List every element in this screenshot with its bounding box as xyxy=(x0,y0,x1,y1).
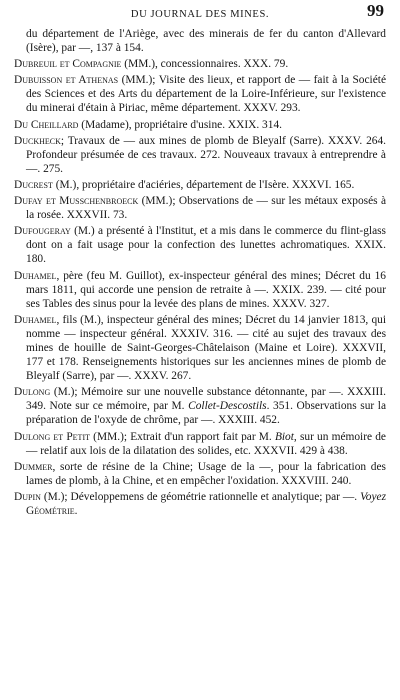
entry-heading: Dupin xyxy=(14,490,41,503)
entry-heading: Duhamel xyxy=(14,313,57,326)
entry-text: , fils (M.), inspecteur général des mines; Décret du 14 janvier 1813, qui nomme — inspecteur général. XXXIV. 316. — cité au sujet des travaux des mines de houille de Saint-Georges-Châtelaison (Maine et Loire). XXXVII, 177 et 178. Renseignements historiques sur les anciennes mines de plomb de Bleyalf (Sarre), par —. XXXV. 267. xyxy=(26,313,386,383)
running-header xyxy=(14,1,386,27)
entry-text: du département de l'Ariège, avec des minerais de fer du canton d'Allevard (Isère), par —, 137 à 154. xyxy=(26,28,386,55)
entry-heading: Dubuisson et Athenas xyxy=(14,74,119,87)
entry-text: (M.), propriétaire d'aciéries, département de l'Isère. XXXVI. 165. xyxy=(52,178,355,191)
index-entry xyxy=(14,57,386,71)
entry-heading: Dummer xyxy=(14,460,53,473)
index-entry xyxy=(14,224,386,266)
index-entry-continued xyxy=(14,27,386,55)
index-entries xyxy=(14,27,386,518)
entry-text-continued: . 351. Observations sur la préparation de l'oxyde de chrôme, par —. XXXIII. 452. xyxy=(26,400,386,427)
entry-heading: Duhamel xyxy=(14,269,57,282)
index-entry xyxy=(14,385,386,427)
entry-heading: Dulong xyxy=(14,386,51,399)
index-entry xyxy=(14,313,386,383)
index-entry xyxy=(14,118,386,132)
index-entry xyxy=(14,194,386,222)
entry-text: (M.) a présenté à l'Institut, et a mis dans le commerce du flint-glass dont on a fait usage pour la confection des lunettes achromatiques. XXIX. 180. xyxy=(26,225,386,266)
entry-italic: Biot xyxy=(274,430,294,443)
entry-text-continued: , sur un mémoire de — relatif aux lois de la dilatation des solides, etc. XXXVII. 429 à 438. xyxy=(26,430,386,457)
index-entry xyxy=(14,134,386,176)
running-title: DU JOURNAL DES MINES. xyxy=(130,9,270,20)
entry-text: (MM.); Observations de — sur les métaux exposés à la rosée. XXXVII. 73. xyxy=(26,195,386,222)
index-entry xyxy=(14,73,386,115)
entry-italic: Voyez xyxy=(360,490,386,503)
index-entry xyxy=(14,430,386,458)
entry-text: (MM.); Extrait d'un rapport fait par M. xyxy=(90,430,275,443)
entry-text: (MM.), concessionnaires. XXX. 79. xyxy=(121,58,289,71)
entry-heading: Dufay et Musschenbroeck xyxy=(14,195,139,208)
entry-text: (MM.); Visite des lieux, et rapport de — fait à la Société des Sciences et des Arts du département de la Loire-Inférieure, sur l'existence du minerai d'étain à Piriac, même département. XXXV. 293. xyxy=(26,74,386,115)
entry-heading: Dufougeray xyxy=(14,225,71,238)
entry-italic: Collet-Descostils xyxy=(188,400,267,413)
entry-text: (Madame), propriétaire d'usine. XXIX. 314. xyxy=(78,118,282,131)
entry-text: , père (feu M. Guillot), ex-inspecteur général des mines; Décret du 16 mars 1811, qui accorde une pension de retraite à —. XXIX. 239. — cité pour ses Tables des sinus pour la levée des plans de mines. XXXV. 327. xyxy=(26,269,386,310)
entry-text-continued: Géométrie. xyxy=(26,505,78,517)
entry-heading: Dubreuil et Compagnie xyxy=(14,58,122,71)
entry-heading: Du Cheillard xyxy=(14,118,79,131)
index-entry xyxy=(14,460,386,488)
entry-heading: Duckheck xyxy=(14,134,61,147)
entry-text: (M.); Développemens de géométrie rationnelle et analytique; par —. xyxy=(40,490,361,503)
index-entry xyxy=(14,490,386,518)
page-number: 99 xyxy=(367,1,384,20)
entry-heading: Ducrest xyxy=(14,178,53,191)
index-entry xyxy=(14,178,386,192)
entry-heading: Dulong et Petit xyxy=(14,430,90,443)
index-entry xyxy=(14,269,386,311)
entry-text: ; Travaux de — aux mines de plomb de Bleyalf (Sarre). XXXV. 264. Profondeur présumée de ces travaux. 272. Nouveaux travaux à entreprendre à —. 275. xyxy=(26,134,386,175)
entry-text: (M.); Mémoire sur une nouvelle substance détonnante, par —. XXXIII. 349. Note sur ce mémoire, par M. xyxy=(26,386,386,413)
entry-text: , sorte de résine de la Chine; Usage de la —, pour la fabrication des lames de plomb, à la Chine, et en empêcher l'oxidation. XXXVIII. 240. xyxy=(26,460,386,487)
